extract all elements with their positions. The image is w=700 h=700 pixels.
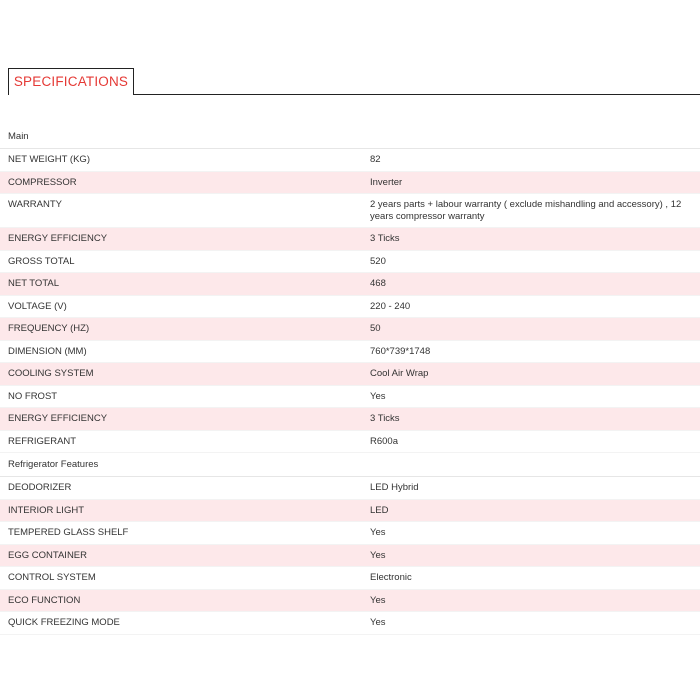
spec-value: 520 <box>370 255 386 267</box>
spec-row <box>0 251 700 274</box>
spec-label: ECO FUNCTION <box>8 594 81 606</box>
spec-label: DIMENSION (MM) <box>8 345 87 357</box>
spec-label: NET WEIGHT (KG) <box>8 154 90 165</box>
section-title: Main <box>0 126 700 149</box>
spec-row <box>0 408 700 431</box>
spec-label: REFRIGERANT <box>8 435 77 447</box>
spec-row <box>0 590 700 613</box>
spec-value: 3 Ticks <box>370 233 400 244</box>
spec-row <box>0 431 700 454</box>
spec-value: R600a <box>370 435 398 447</box>
spec-label: EGG CONTAINER <box>8 549 87 561</box>
spec-row <box>0 386 700 409</box>
spec-label: FREQUENCY (HZ) <box>8 323 90 334</box>
spec-value: 468 <box>370 278 386 289</box>
spec-label: ENERGY EFFICIENCY <box>8 413 108 424</box>
spec-value: Inverter <box>370 176 403 188</box>
spec-value: LED Hybrid <box>370 482 419 493</box>
spec-row <box>0 363 700 386</box>
spec-value: 82 <box>370 154 381 165</box>
spec-row <box>0 194 700 228</box>
tab-specifications[interactable]: SPECIFICATIONS <box>8 68 134 95</box>
spec-row <box>0 172 700 195</box>
spec-value: Yes <box>370 594 386 606</box>
spec-value: Yes <box>370 527 386 538</box>
spec-row <box>0 296 700 319</box>
spec-label: DEODORIZER <box>8 482 72 493</box>
section-refrigerator-features <box>0 454 700 635</box>
spec-label: NET TOTAL <box>8 278 60 289</box>
spec-label: QUICK FREEZING MODE <box>8 617 120 628</box>
spec-label: ENERGY EFFICIENCY <box>8 233 108 244</box>
spec-row <box>0 341 700 364</box>
spec-label: TEMPERED GLASS SHELF <box>8 527 129 538</box>
spec-value: 760*739*1748 <box>370 345 431 357</box>
spec-value: Electronic <box>370 572 412 583</box>
spec-label: WARRANTY <box>8 199 63 210</box>
spec-row <box>0 500 700 523</box>
spec-label: VOLTAGE (V) <box>8 300 67 312</box>
spec-value: 2 years parts + labour warranty ( exclude mishandling and accessory) , 12 years compressor warranty <box>370 199 682 222</box>
spec-row <box>0 612 700 635</box>
spec-row <box>0 477 700 500</box>
spec-label: INTERIOR LIGHT <box>8 504 85 516</box>
spec-row <box>0 522 700 545</box>
spec-label: NO FROST <box>8 390 58 402</box>
spec-row <box>0 318 700 341</box>
spec-value: 50 <box>370 323 381 334</box>
section-main <box>0 126 700 453</box>
spec-row <box>0 273 700 296</box>
spec-row <box>0 567 700 590</box>
spec-value: Yes <box>370 617 386 628</box>
section-title: Refrigerator Features <box>0 454 700 477</box>
spec-row <box>0 545 700 568</box>
spec-label: GROSS TOTAL <box>8 255 75 267</box>
spec-row <box>0 149 700 172</box>
tab-bar <box>0 68 700 95</box>
spec-value: LED <box>370 504 389 516</box>
spec-row <box>0 228 700 251</box>
spec-label: COOLING SYSTEM <box>8 368 94 379</box>
spec-value: 220 - 240 <box>370 300 411 312</box>
tab-divider <box>133 94 700 95</box>
spec-label: CONTROL SYSTEM <box>8 572 96 583</box>
spec-value: Yes <box>370 390 386 402</box>
spec-label: COMPRESSOR <box>8 176 77 188</box>
spec-value: 3 Ticks <box>370 413 400 424</box>
spec-value: Cool Air Wrap <box>370 368 429 379</box>
spec-value: Yes <box>370 549 386 561</box>
